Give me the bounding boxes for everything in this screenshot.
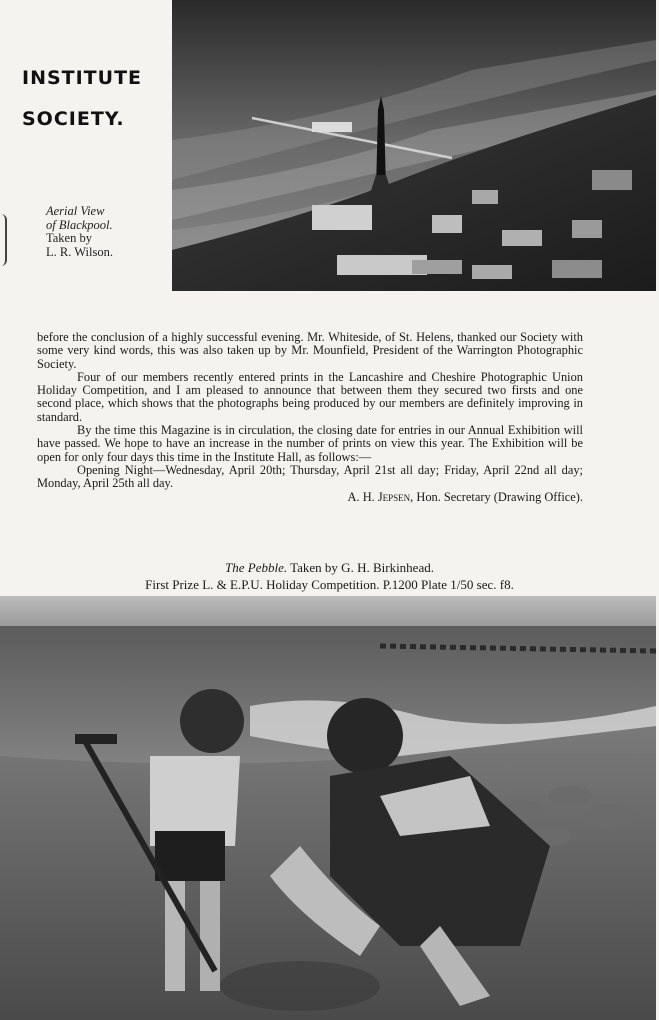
aerial-photo-blackpool xyxy=(172,0,656,291)
pebble-caption-line1 xyxy=(0,560,659,576)
page-edge-mark xyxy=(0,214,7,266)
aerial-photo-svg xyxy=(172,0,656,291)
signature-name: A. H. Jepsen xyxy=(347,489,411,504)
pebble-credit: Taken by G. H. Birkinhead. xyxy=(287,560,434,575)
aerial-caption-line4: L. R. Wilson. xyxy=(46,244,113,259)
aerial-caption-line1: Aerial View xyxy=(46,204,105,218)
pebble-photo xyxy=(0,596,656,1020)
aerial-caption-line2: of Blackpool. xyxy=(46,217,113,232)
pebble-photo-svg xyxy=(0,596,656,1020)
aerial-photo-caption xyxy=(46,205,156,259)
pebble-caption-line2: First Prize L. & E.P.U. Holiday Competition. P.1200 Plate 1/50 sec. f8. xyxy=(145,577,514,592)
paragraph-4: Opening Night—Wednesday, April 20th; Thursday, April 21st all day; Friday, April 22nd all day; Monday, April 25th all day. xyxy=(37,462,583,491)
pebble-title: The Pebble. xyxy=(225,560,288,575)
paragraph-1: before the conclusion of a highly successful evening. Mr. Whiteside, of St. Helens, thanked our Society with some very kind words, this was also taken up by Mr. Mounfield, President of the Warrington Photographic Society. xyxy=(37,330,583,371)
article-body xyxy=(37,331,583,504)
heading-institute: INSTITUTE xyxy=(22,67,143,89)
paragraph-2: Four of our members recently entered prints in the Lancashire and Cheshire Photographic Union Holiday Competition, and I am pleased to announce that between them they secured two firsts and one second place, which shows that the photographs being produced by our members are definitely improving in standard. xyxy=(37,369,583,424)
paragraph-3: By the time this Magazine is in circulation, the closing date for entries in our Annual Exhibition will have passed. We hope to have an increase in the number of prints on view this year. The Exhibition will be open for only four days this time in the Institute Hall, as follows:— xyxy=(37,423,583,464)
signature-role: , Hon. Secretary (Drawing Office). xyxy=(410,489,583,504)
heading-society: SOCIETY. xyxy=(22,108,125,130)
signature xyxy=(37,491,583,504)
aerial-caption-line3: Taken by xyxy=(46,231,92,245)
